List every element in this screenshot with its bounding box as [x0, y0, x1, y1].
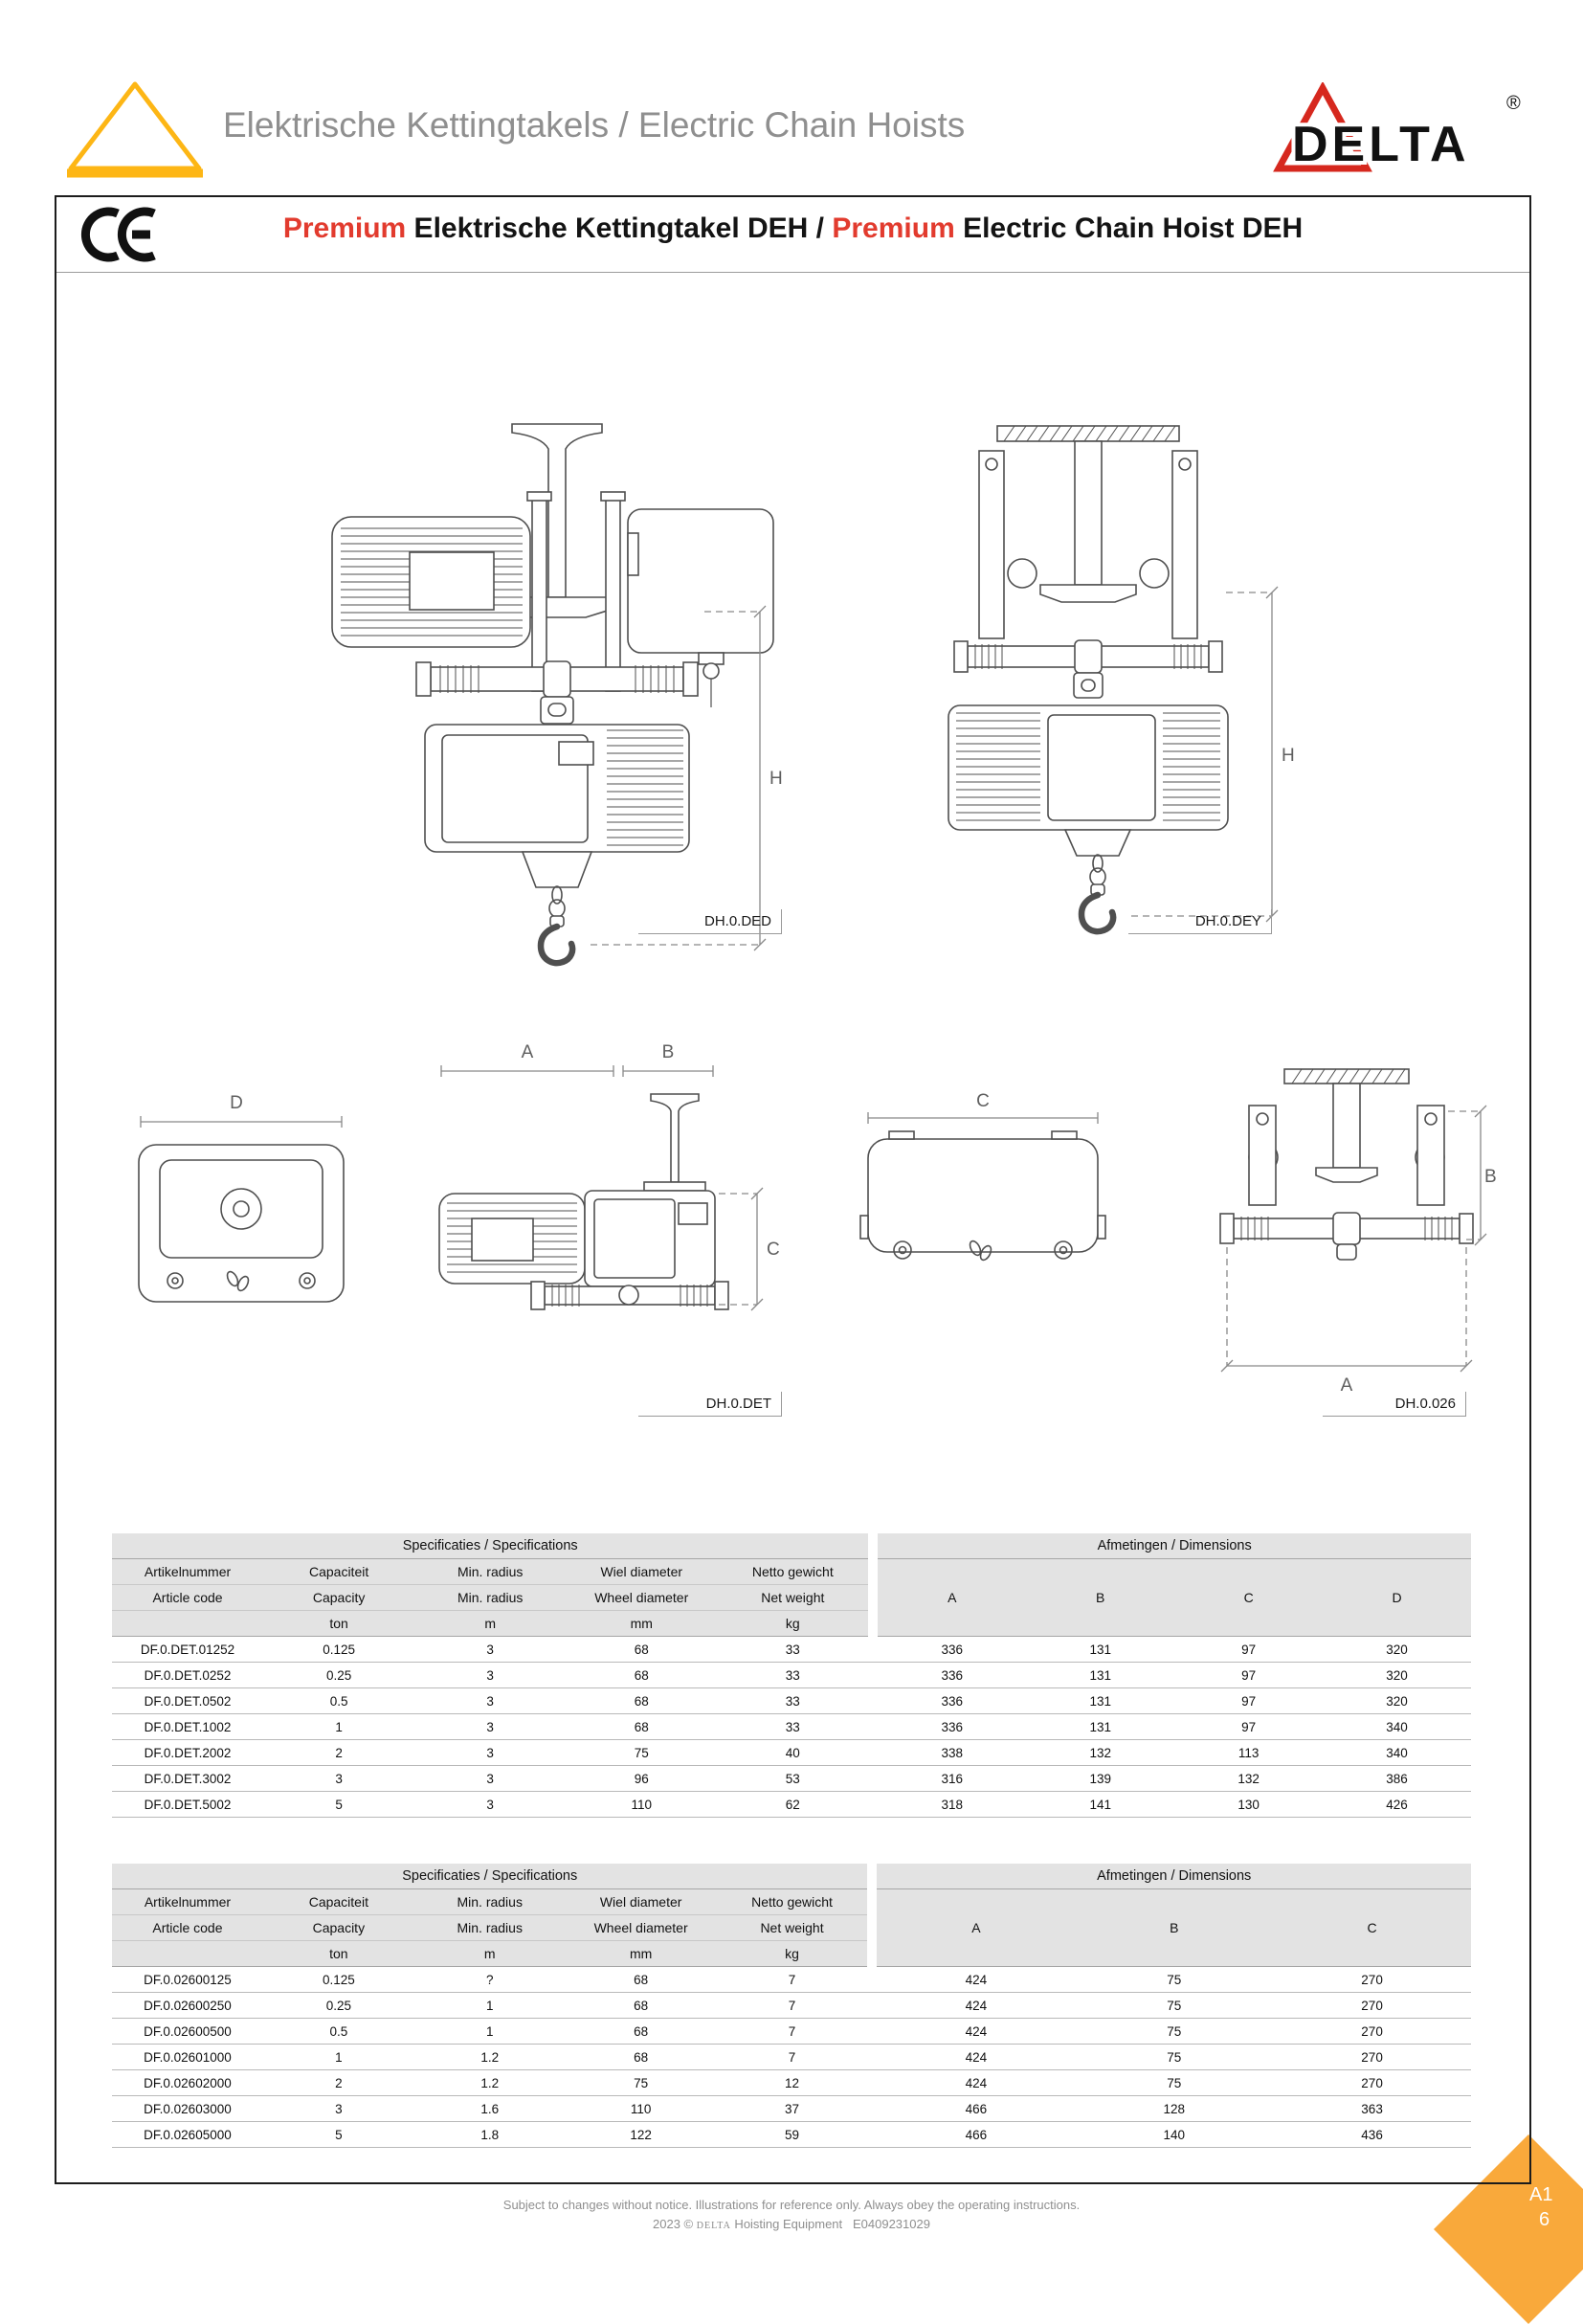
dim-label-b: B — [1484, 1167, 1497, 1187]
dim-label-a: A — [1340, 1375, 1353, 1396]
article-code-cell: DF.0.02600125 — [112, 1967, 263, 1993]
column-header — [112, 1611, 263, 1637]
data-cell: 131 — [1026, 1714, 1174, 1740]
data-cell: 336 — [878, 1688, 1026, 1714]
column-header: Min. radius — [414, 1889, 566, 1915]
column-header: Min. radius — [414, 1585, 566, 1611]
data-cell: 5 — [263, 2122, 414, 2148]
table-row-gap — [868, 1714, 878, 1740]
data-cell: 113 — [1174, 1740, 1323, 1766]
table-row-gap — [868, 1792, 878, 1818]
table-cell — [867, 1915, 877, 1941]
data-cell: 53 — [717, 1766, 868, 1792]
dim-label-b: B — [661, 1042, 675, 1062]
data-cell: 7 — [717, 2019, 868, 2045]
table-row-gap — [868, 1740, 878, 1766]
data-cell: 75 — [1075, 2070, 1273, 2096]
data-cell: 0.25 — [263, 1663, 414, 1688]
specifications-table-det — [112, 1533, 1471, 1818]
table-cell — [867, 1889, 877, 1915]
data-cell: 1.2 — [414, 2045, 566, 2070]
drawing-beam-cross-view — [1203, 1050, 1500, 1404]
data-cell: 2 — [263, 1740, 414, 1766]
article-code-cell: DF.0.DET.2002 — [112, 1740, 263, 1766]
drawing-hoist-ded — [318, 409, 796, 983]
column-header: Capaciteit — [263, 1559, 414, 1585]
data-cell: 363 — [1273, 2096, 1471, 2122]
article-code-cell: DF.0.02601000 — [112, 2045, 263, 2070]
data-cell: 131 — [1026, 1637, 1174, 1663]
dim-group-header: Afmetingen / Dimensions — [877, 1864, 1471, 1889]
data-cell: 3 — [414, 1637, 566, 1663]
column-header: Capacity — [263, 1915, 414, 1941]
footer-copyright — [0, 2217, 1583, 2231]
dim-label-c: C — [976, 1093, 990, 1111]
column-header: kg — [717, 1941, 868, 1967]
warning-triangle-icon — [63, 77, 207, 182]
delta-logo — [1263, 82, 1541, 178]
data-cell: 424 — [877, 1993, 1075, 2019]
data-cell: 139 — [1026, 1766, 1174, 1792]
data-cell: 424 — [877, 2045, 1075, 2070]
table-row-gap — [868, 1637, 878, 1663]
table-row-gap — [867, 2019, 877, 2045]
spec-group-header: Specificaties / Specifications — [112, 1864, 867, 1889]
data-cell: 33 — [717, 1688, 868, 1714]
column-header: Artikelnummer — [112, 1889, 263, 1915]
data-cell: 320 — [1323, 1637, 1471, 1663]
data-cell: 68 — [566, 1714, 717, 1740]
column-header: Min. radius — [414, 1559, 566, 1585]
dim-label-d: D — [230, 1093, 243, 1113]
column-header: Capaciteit — [263, 1889, 414, 1915]
data-cell: 75 — [1075, 2045, 1273, 2070]
data-cell: 75 — [566, 1740, 717, 1766]
data-cell: 75 — [1075, 1993, 1273, 2019]
page-badge-line1: A1 — [1529, 2184, 1553, 2205]
data-cell: 466 — [877, 2096, 1075, 2122]
data-cell: 3 — [414, 1714, 566, 1740]
column-header: Wheel diameter — [566, 1915, 717, 1941]
table-row-gap — [867, 1993, 877, 2019]
article-code-cell: DF.0.02603000 — [112, 2096, 263, 2122]
column-header: Min. radius — [414, 1915, 566, 1941]
drawing-side-view-det — [428, 1040, 792, 1356]
data-cell: 33 — [717, 1663, 868, 1688]
drawing-hoist-dey — [897, 409, 1299, 983]
drawing-top-view — [131, 1093, 351, 1342]
data-cell: 0.25 — [263, 1993, 414, 2019]
data-cell: 40 — [717, 1740, 868, 1766]
data-cell: 110 — [566, 2096, 717, 2122]
doc-title-rest-en: Electric Chain Hoist DEH — [954, 212, 1304, 244]
column-header — [112, 1941, 263, 1967]
column-header: ton — [263, 1941, 414, 1967]
data-cell: 68 — [566, 2045, 717, 2070]
article-code-cell: DF.0.DET.5002 — [112, 1792, 263, 1818]
table-row-gap — [868, 1688, 878, 1714]
data-cell: 33 — [717, 1637, 868, 1663]
drawing-front-view — [858, 1093, 1107, 1299]
dim-column-header: A — [877, 1889, 1075, 1967]
data-cell: 1.6 — [414, 2096, 566, 2122]
data-cell: 320 — [1323, 1688, 1471, 1714]
footer-company-code: Hoisting Equipment E0409231029 — [730, 2217, 930, 2231]
data-cell: 68 — [566, 1967, 717, 1993]
document-title — [56, 212, 1529, 245]
data-cell: 424 — [877, 2070, 1075, 2096]
data-cell: 0.5 — [263, 2019, 414, 2045]
data-cell: 97 — [1174, 1714, 1323, 1740]
data-cell: 3 — [414, 1766, 566, 1792]
data-cell: 131 — [1026, 1688, 1174, 1714]
registered-trademark-symbol: ® — [1506, 93, 1521, 114]
data-cell: 132 — [1174, 1766, 1323, 1792]
data-cell: 3 — [414, 1792, 566, 1818]
data-cell: 122 — [566, 2122, 717, 2148]
drawing-label-dey: DH.0.DEY — [1128, 909, 1272, 934]
dim-label-c: C — [767, 1240, 780, 1260]
data-cell: 12 — [717, 2070, 868, 2096]
data-cell: 316 — [878, 1766, 1026, 1792]
data-cell: 386 — [1323, 1766, 1471, 1792]
table-row-gap — [867, 2070, 877, 2096]
data-cell: 97 — [1174, 1637, 1323, 1663]
dim-column-header: C — [1273, 1889, 1471, 1967]
data-cell: 0.125 — [263, 1967, 414, 1993]
doc-title-premium-nl: Premium — [282, 212, 407, 244]
data-cell: 33 — [717, 1714, 868, 1740]
data-cell: 132 — [1026, 1740, 1174, 1766]
table-row-gap — [867, 2045, 877, 2070]
column-header: m — [414, 1611, 566, 1637]
data-cell: 140 — [1075, 2122, 1273, 2148]
data-cell: 7 — [717, 2045, 868, 2070]
delta-logo-text: DELTA — [1292, 117, 1470, 172]
dim-column-header: B — [1075, 1889, 1273, 1967]
data-cell: 1 — [263, 2045, 414, 2070]
data-cell: 131 — [1026, 1663, 1174, 1688]
column-header: Article code — [112, 1915, 263, 1941]
data-cell: 338 — [878, 1740, 1026, 1766]
column-header: Net weight — [717, 1915, 868, 1941]
table-cell — [868, 1585, 878, 1611]
page-title: Elektrische Kettingtakels / Electric Chain Hoists — [223, 105, 966, 145]
table-cell — [867, 1941, 877, 1967]
data-cell: 340 — [1323, 1740, 1471, 1766]
table-cell — [867, 1864, 877, 1889]
article-code-cell: DF.0.02605000 — [112, 2122, 263, 2148]
specifications-table-026 — [112, 1864, 1471, 2148]
title-divider — [56, 272, 1529, 273]
data-cell: 0.5 — [263, 1688, 414, 1714]
data-cell: 466 — [877, 2122, 1075, 2148]
dim-column-header: A — [878, 1559, 1026, 1637]
dim-column-header: D — [1323, 1559, 1471, 1637]
data-cell: 110 — [566, 1792, 717, 1818]
table-row-gap — [868, 1766, 878, 1792]
column-header: Netto gewicht — [717, 1559, 868, 1585]
data-cell: 62 — [717, 1792, 868, 1818]
article-code-cell: DF.0.DET.01252 — [112, 1637, 263, 1663]
data-cell: 5 — [263, 1792, 414, 1818]
column-header: Netto gewicht — [717, 1889, 868, 1915]
article-code-cell: DF.0.02600250 — [112, 1993, 263, 2019]
column-header: Artikelnummer — [112, 1559, 263, 1585]
data-cell: 128 — [1075, 2096, 1273, 2122]
column-header: Wiel diameter — [566, 1559, 717, 1585]
data-cell: 3 — [414, 1688, 566, 1714]
data-cell: 3 — [263, 1766, 414, 1792]
table-row-gap — [867, 2096, 877, 2122]
data-cell: 68 — [566, 1993, 717, 2019]
column-header: m — [414, 1941, 566, 1967]
data-cell: 68 — [566, 2019, 717, 2045]
data-cell: 130 — [1174, 1792, 1323, 1818]
dim-column-header: B — [1026, 1559, 1174, 1637]
data-cell: 424 — [877, 1967, 1075, 1993]
article-code-cell: DF.0.DET.1002 — [112, 1714, 263, 1740]
data-cell: 336 — [878, 1663, 1026, 1688]
data-cell: 270 — [1273, 2045, 1471, 2070]
dim-group-header: Afmetingen / Dimensions — [878, 1533, 1471, 1559]
data-cell: 75 — [566, 2070, 717, 2096]
data-cell: 1 — [414, 1993, 566, 2019]
data-cell: 340 — [1323, 1714, 1471, 1740]
column-header: Net weight — [717, 1585, 868, 1611]
dim-label-h: H — [769, 769, 783, 789]
column-header: Capacity — [263, 1585, 414, 1611]
column-header: Wheel diameter — [566, 1585, 717, 1611]
data-cell: 318 — [878, 1792, 1026, 1818]
data-cell: 1.8 — [414, 2122, 566, 2148]
table-row-gap — [868, 1663, 878, 1688]
data-cell: 1 — [414, 2019, 566, 2045]
footer-disclaimer: Subject to changes without notice. Illustrations for reference only. Always obey the operating instructions. — [502, 2198, 1081, 2212]
data-cell: 7 — [717, 1993, 868, 2019]
column-header: mm — [566, 1611, 717, 1637]
doc-title-rest-nl: Elektrische Kettingtakel DEH / — [406, 212, 833, 244]
data-cell: 2 — [263, 2070, 414, 2096]
column-header: ton — [263, 1611, 414, 1637]
column-header: mm — [566, 1941, 717, 1967]
spec-group-header: Specificaties / Specifications — [112, 1533, 868, 1559]
data-cell: 270 — [1273, 2019, 1471, 2045]
dim-label-h: H — [1282, 746, 1295, 766]
data-cell: 270 — [1273, 1993, 1471, 2019]
data-cell: 97 — [1174, 1688, 1323, 1714]
article-code-cell: DF.0.DET.0252 — [112, 1663, 263, 1688]
drawing-label-ded: DH.0.DED — [638, 909, 782, 934]
data-cell: 3 — [414, 1740, 566, 1766]
delta-mini-logo: DELTA — [696, 2221, 731, 2231]
data-cell: 270 — [1273, 1967, 1471, 1993]
data-cell: 336 — [878, 1637, 1026, 1663]
data-cell: 141 — [1026, 1792, 1174, 1818]
data-cell: 96 — [566, 1766, 717, 1792]
data-cell: 336 — [878, 1714, 1026, 1740]
data-cell: 68 — [566, 1663, 717, 1688]
content-border-box — [55, 195, 1531, 2184]
data-cell: 59 — [717, 2122, 868, 2148]
data-cell: 270 — [1273, 2070, 1471, 2096]
table-cell — [868, 1611, 878, 1637]
data-cell: 1 — [263, 1714, 414, 1740]
dim-label-a: A — [521, 1042, 534, 1062]
table-cell — [868, 1533, 878, 1559]
data-cell: 68 — [566, 1688, 717, 1714]
dim-column-header: C — [1174, 1559, 1323, 1637]
table-row-gap — [867, 1967, 877, 1993]
article-code-cell: DF.0.DET.0502 — [112, 1688, 263, 1714]
data-cell: 68 — [566, 1637, 717, 1663]
doc-title-premium-en: Premium — [832, 212, 955, 244]
data-cell: 7 — [717, 1967, 868, 1993]
drawing-label-det: DH.0.DET — [638, 1392, 782, 1417]
data-cell: ? — [414, 1967, 566, 1993]
data-cell: 3 — [414, 1663, 566, 1688]
data-cell: 3 — [263, 2096, 414, 2122]
drawing-label-026: DH.0.026 — [1323, 1392, 1466, 1417]
page-badge-line2: 6 — [1539, 2209, 1550, 2230]
column-header: Article code — [112, 1585, 263, 1611]
table-cell — [868, 1559, 878, 1585]
column-header: kg — [717, 1611, 868, 1637]
data-cell: 97 — [1174, 1663, 1323, 1688]
data-cell: 1.2 — [414, 2070, 566, 2096]
data-cell: 436 — [1273, 2122, 1471, 2148]
data-cell: 320 — [1323, 1663, 1471, 1688]
data-cell: 75 — [1075, 2019, 1273, 2045]
footer-year: 2023 © — [653, 2217, 697, 2231]
article-code-cell: DF.0.DET.3002 — [112, 1766, 263, 1792]
data-cell: 424 — [877, 2019, 1075, 2045]
table-row-gap — [867, 2122, 877, 2148]
article-code-cell: DF.0.02600500 — [112, 2019, 263, 2045]
column-header: Wiel diameter — [566, 1889, 717, 1915]
data-cell: 37 — [717, 2096, 868, 2122]
data-cell: 426 — [1323, 1792, 1471, 1818]
article-code-cell: DF.0.02602000 — [112, 2070, 263, 2096]
data-cell: 75 — [1075, 1967, 1273, 1993]
data-cell: 0.125 — [263, 1637, 414, 1663]
